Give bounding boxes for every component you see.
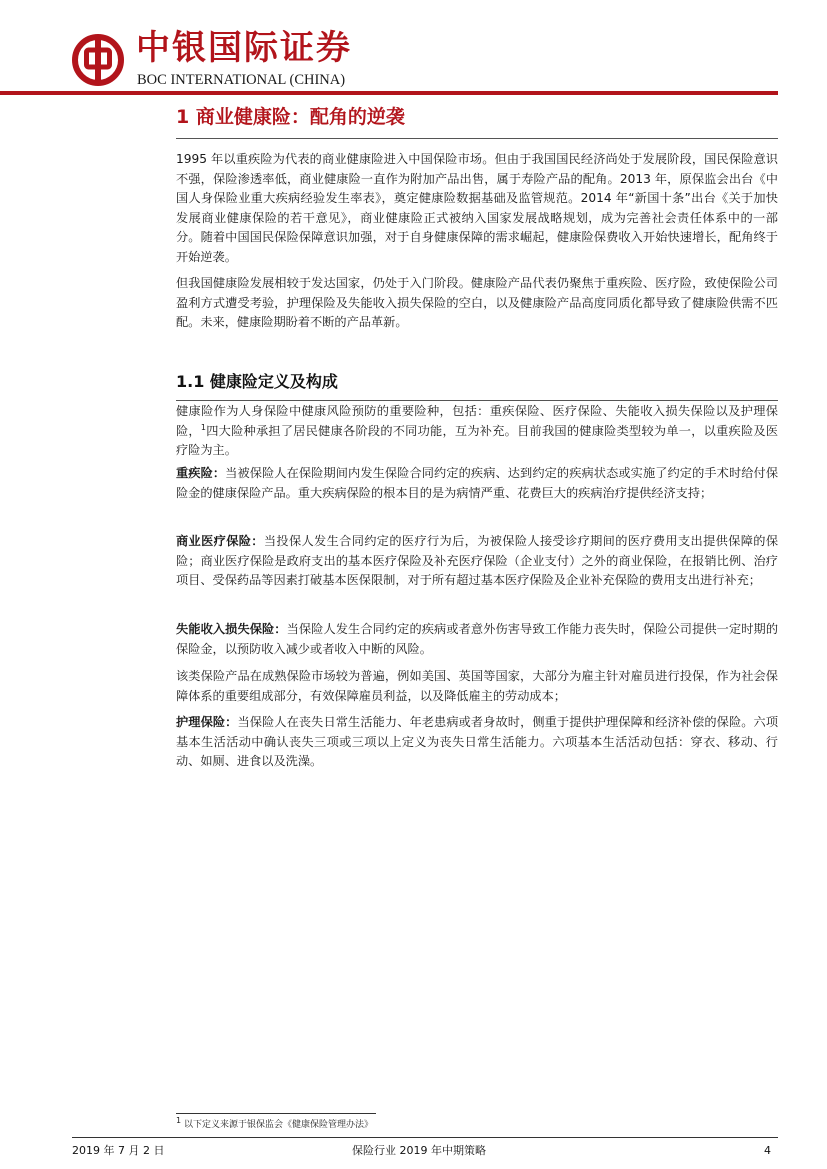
section-1-title: 1 商业健康险：配角的逆袭: [176, 106, 405, 128]
brand-name-cn: 中银国际证券: [136, 28, 352, 68]
footnote: $^1$ 以下定义来源于银保监会《健康保险管理办法》: [176, 1116, 373, 1130]
page-header: [0, 0, 827, 96]
definition-term: 护理保险：: [176, 715, 238, 729]
section-1-paragraph-1: 1995 年以重疾险为代表的商业健康险进入中国保险市场。但由于我国国民经济尚处于发展阶段，国民保险意识不强，保险渗透率低，商业健康险一直作为附加产品出售，属于寿险产品的配角。2013 年，原保监会出台《中国人身保险业重大疾病经验发生率表》，奠定健康险数据基础及监管规范。2014 年“新国十条”出台《关于加快发展商业健康保险的若干意见》，商业健康险正式被纳入国家发展战略规划，成为完善社会责任体系中的一部分。随着中国国民保险保障意识加强，对于自身健康保障的需求崛起，健康险保费收入开始快速增长，配角终于开始逆袭。: [176, 152, 778, 264]
definition-nursing-insurance: 护理保险：当保险人在丧失日常生活能力、年老患病或者身故时，侧重于提供护理保障和经济补偿的保险。六项基本生活活动中确认丧失三项或三项以上定义为丧失日常生活能力。六项基本生活活动包括：穿衣、移动、行动、如厕、进食以及洗澡。: [176, 715, 779, 768]
section-1-rule: [176, 138, 778, 139]
footnote-ref[interactable]: 1: [200, 422, 206, 432]
definition-term: 重疾险：: [176, 466, 226, 480]
header-rule: [0, 91, 778, 95]
definition-medical-insurance: 商业医疗保险：当投保人发生合同约定的医疗行为后，为被保险人接受诊疗期间的医疗费用支出提供保障的保险；商业医疗保险是政府支出的基本医疗保险及补充医疗保险（企业支付）之外的商业保险，在报销比例、治疗项目、受保药品等因素打破基本医保限制，对于所有超过基本医疗保险及企业补充保险的费用支出进行补充；: [176, 534, 779, 587]
footer-date: 2019 年 7 月 2 日: [72, 1144, 165, 1157]
page-number: 4: [764, 1144, 771, 1157]
definition-disability-income: 失能收入损失保险：当保险人发生合同约定的疾病或者意外伤害导致工作能力丧失时，保险公司提供一定时期的保险金，以预防收入减少或者收入中断的风险。: [176, 622, 779, 656]
section-1-1-rule: [176, 400, 778, 401]
disability-income-note: 该类保险产品在成熟保险市场较为普遍，例如美国、英国等国家，大部分为雇主针对雇员进行投保，作为社会保障体系的重要组成部分，有效保障雇员利益，以及降低雇主的劳动成本；: [176, 669, 778, 703]
section-1-paragraph-2: 但我国健康险发展相较于发达国家，仍处于入门阶段。健康险产品代表仍聚焦于重疾险、医疗险，致使保险公司盈利方式遭受考验，护理保险及失能收入损失保险的空白，以及健康险产品高度同质化都导致了健康险供需不匹配。未来，健康险期盼着不断的产品革新。: [176, 276, 778, 329]
brand-name-en: BOC INTERNATIONAL (CHINA): [137, 72, 346, 88]
definition-term: 商业医疗保险：: [176, 534, 264, 548]
footer-report-title: 保险行业 2019 年中期策略: [352, 1144, 486, 1157]
definition-critical-illness: 重疾险：当被保险人在保险期间内发生保险合同约定的疾病、达到约定的疾病状态或实施了约定的手术时给付保险金的健康保险产品。重大疾病保险的根本目的是为病情严重、花费巨大的疾病治疗提供经济支持；: [176, 466, 779, 500]
boc-logo-icon: [72, 34, 124, 86]
section-1-1-intro: 健康险作为人身保险中健康风险预防的重要险种，包括：重疾保险、医疗保险、失能收入损失保险以及护理保险，$^1$四大险种承担了居民健康各阶段的不同功能，互为补充。目前我国的健康险类型较为单一，以重疾险及医疗险为主。: [176, 404, 779, 457]
footnote-rule: [176, 1113, 376, 1114]
section-1-1-title: 1.1 健康险定义及构成: [176, 372, 338, 391]
footer-rule: [72, 1137, 778, 1138]
definition-term: 失能收入损失保险：: [176, 622, 287, 636]
